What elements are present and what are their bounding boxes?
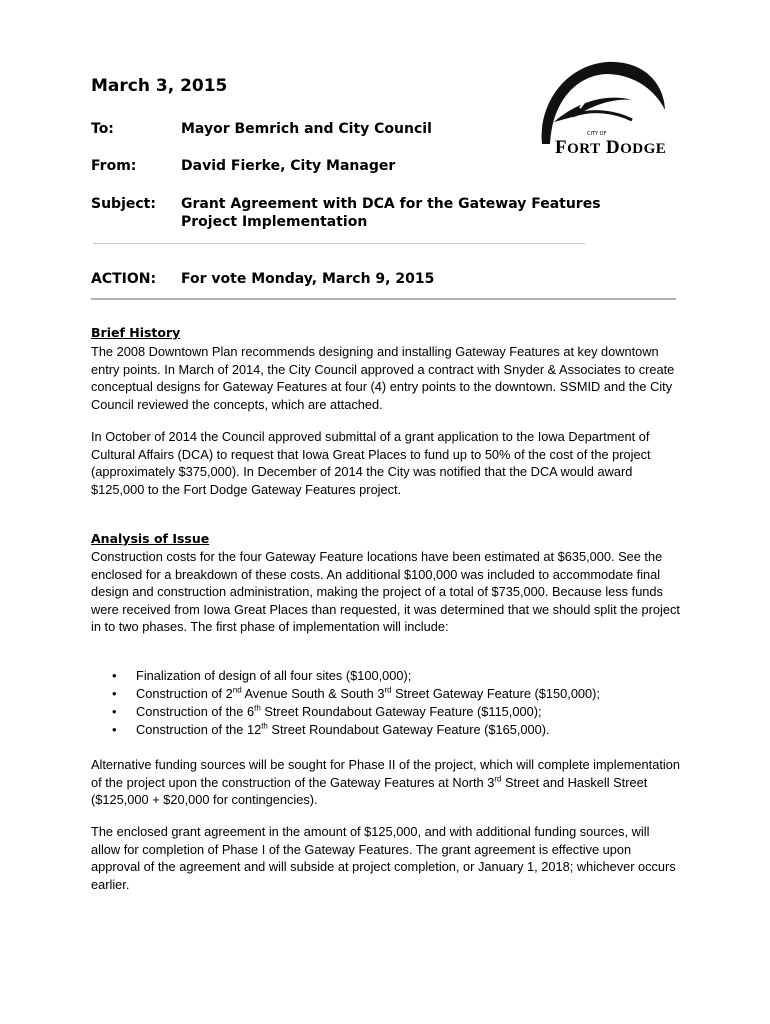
list-item <box>112 685 682 703</box>
ordinal-suffix: th <box>254 703 261 713</box>
list-item-text: Street Roundabout Gateway Feature ($115,000); <box>260 704 542 719</box>
phase-one-list <box>112 667 682 739</box>
action-label: ACTION: <box>91 271 157 287</box>
subject-label: Subject: <box>91 196 156 212</box>
analysis-paragraph-1: Construction costs for the four Gateway Feature locations have been estimated at $635,000. See the enclosed for a breakdown of these costs. An additional $100,000 was included to accommodate final design and construction administration, making the project of a total of $735,000. Because less funds were received from Iowa Great Places than requested, it was determined that we should split the project in to two phases. The first phase of implementation will include: <box>91 549 680 635</box>
logo-wordmark <box>555 137 666 159</box>
from-label: From: <box>91 158 137 174</box>
list-item-text: Construction of 2 <box>136 686 233 701</box>
action-value: For vote Monday, March 9, 2015 <box>181 271 435 287</box>
list-item-text: Construction of the 12 <box>136 722 262 737</box>
from-value: David Fierke, City Manager <box>181 158 396 174</box>
ordinal-suffix: th <box>261 721 268 731</box>
memo-date: March 3, 2015 <box>91 76 228 96</box>
brief-history-heading: Brief History <box>91 325 181 340</box>
logo-ort: ORT <box>567 141 601 157</box>
divider-top <box>93 243 585 244</box>
bullet-icon: • <box>112 722 117 737</box>
list-item-text: Finalization of design of all four sites ($100,000); <box>136 668 412 683</box>
list-item-text: Avenue South & South 3 <box>241 686 385 701</box>
bullet-icon: • <box>112 704 117 719</box>
analysis-heading: Analysis of Issue <box>91 531 210 546</box>
logo-f: F <box>555 137 568 158</box>
brief-history-paragraph-1: The 2008 Downtown Plan recommends designing and installing Gateway Features at key downtown entry points. In March of 2014, the City Council approved a contract with Snyder & Associates to create conceptual designs for Gateway Features at four (4) entry points to the downtown. SSMID and the City Council reviewed the concepts, which are attached. <box>91 344 675 412</box>
divider-bottom <box>91 298 676 300</box>
list-item <box>112 667 682 685</box>
logo-city-of: CITY OF <box>587 131 607 137</box>
ordinal-suffix: nd <box>232 685 242 695</box>
list-item-text: Street Gateway Feature ($150,000); <box>391 686 600 701</box>
ordinal-suffix: rd <box>494 774 502 784</box>
to-label: To: <box>91 121 114 137</box>
analysis-paragraph-3: The enclosed grant agreement in the amount of $125,000, and with additional funding sources, will allow for completion of Phase I of the Gateway Features. The grant agreement is effective upon approval of the agreement and will subside at project completion, or January 1, 2018; whichever occurs earlier. <box>91 824 676 892</box>
bullet-icon: • <box>112 686 117 701</box>
list-item <box>112 703 682 721</box>
list-item-text: Street Roundabout Gateway Feature ($165,000). <box>267 722 550 737</box>
ordinal-suffix: rd <box>384 685 392 695</box>
to-value: Mayor Bemrich and City Council <box>181 121 432 137</box>
bullet-icon: • <box>112 668 117 683</box>
logo-odge: ODGE <box>620 141 667 157</box>
subject-value: Grant Agreement with DCA for the Gateway Features Project Implementation <box>181 196 601 230</box>
analysis-paragraph-2 <box>91 756 681 809</box>
paragraph-text: Street and Haskell Street ($125,000 + $20,000 for contingencies). <box>91 774 648 808</box>
list-item-text: Construction of the 6 <box>136 704 255 719</box>
list-item <box>112 721 682 739</box>
paragraph-text: Alternative funding sources will be sought for Phase II of the project, which will complete implementation of the project upon the construction of the Gateway Features at North 3 <box>91 757 680 790</box>
brief-history-paragraph-2: In October of 2014 the Council approved submittal of a grant application to the Iowa Department of Cultural Affairs (DCA) to request that Iowa Great Places to fund up to 50% of the cost of the project (approximately $375,000). In December of 2014 the City was notified that the DCA would award $125,000 to the Fort Dodge Gateway Features project. <box>91 429 651 497</box>
logo-d: D <box>605 137 621 158</box>
